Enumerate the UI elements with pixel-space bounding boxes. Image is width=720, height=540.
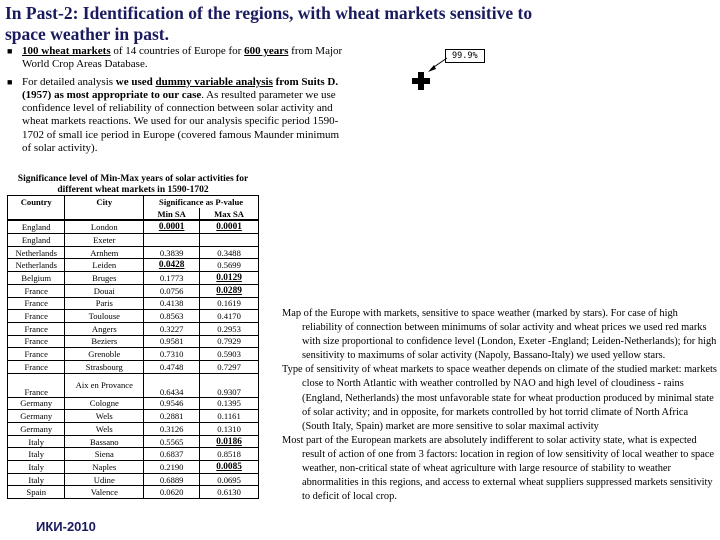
max-sa-cell: 0.1395 [200, 397, 259, 410]
legend-label: 99.9% [445, 49, 485, 63]
city-cell: Exeter [65, 234, 144, 247]
min-sa-cell: 0.2190 [144, 461, 200, 474]
min-sa-cell: 0.2881 [144, 410, 200, 423]
table-row [8, 461, 259, 474]
max-sa-cell: 0.0186 [200, 435, 259, 448]
min-sa-cell: 0.7310 [144, 348, 200, 361]
country-cell: France [8, 310, 65, 323]
bullet-text: 600 years [244, 45, 289, 57]
bullet-item [6, 76, 346, 156]
min-sa-cell: 0.3839 [144, 246, 200, 259]
city-cell: London [65, 220, 144, 233]
table-row [8, 220, 259, 233]
table-row [8, 297, 259, 310]
city-cell: Bruges [65, 272, 144, 285]
city-cell: Cologne [65, 397, 144, 410]
table-row [8, 272, 259, 285]
bullet-text: we used [115, 75, 156, 88]
city-cell: Arnhem [65, 246, 144, 259]
table-row [8, 348, 259, 361]
bullet-text: from Major World Crop Areas Database. [22, 45, 343, 71]
max-sa-cell: 0.0289 [200, 284, 259, 297]
city-cell: Leiden [65, 259, 144, 272]
min-sa-cell: 0.6837 [144, 448, 200, 461]
min-sa-cell: 0.4748 [144, 360, 200, 373]
max-sa-cell: 0.7929 [200, 335, 259, 348]
country-cell: France [8, 322, 65, 335]
max-sa-cell: 0.1619 [200, 297, 259, 310]
max-sa-cell: 0.1310 [200, 423, 259, 436]
min-sa-cell: 0.9546 [144, 397, 200, 410]
city-cell: Toulouse [65, 310, 144, 323]
plus-marker-icon [412, 72, 430, 90]
max-sa-cell: 0.1161 [200, 410, 259, 423]
country-cell: Germany [8, 423, 65, 436]
table-row [8, 360, 259, 373]
table-row [8, 373, 259, 397]
max-sa-cell: 0.5699 [200, 259, 259, 272]
table-row [8, 310, 259, 323]
header-min-sa: Min SA [144, 208, 200, 221]
table-row [8, 397, 259, 410]
city-cell: Wels [65, 410, 144, 423]
max-sa-cell: 0.9307 [200, 373, 259, 397]
country-cell: France [8, 348, 65, 361]
country-cell: France [8, 360, 65, 373]
city-cell: Naples [65, 461, 144, 474]
city-cell: Angers [65, 322, 144, 335]
city-cell: Paris [65, 297, 144, 310]
min-sa-cell: 0.0001 [144, 220, 200, 233]
country-cell: Italy [8, 435, 65, 448]
map-description [282, 307, 718, 504]
table-row [8, 246, 259, 259]
header-country: Country [8, 196, 65, 208]
table-row [8, 335, 259, 348]
header-max-sa: Max SA [200, 208, 259, 221]
min-sa-cell: 0.6434 [144, 373, 200, 397]
city-cell: Grenoble [65, 348, 144, 361]
bullet-icon: ■ [7, 76, 13, 87]
description-paragraph: Type of sensitivity of wheat markets to space weather depends on climate of the studied market: markets close to North Atlantic with weather controlled by NAO and high level of cloudiness - rains (England, Netherlands) the most unfavorable state for wheat production produced by minimal state of solar activity; and in opposite, for markets controlled by hot torrid climate of North Africa (South Italy, Spain) market are more sensitive to solar maximal activity [282, 364, 717, 432]
footer-label: ИКИ-2010 [36, 519, 96, 534]
min-sa-cell: 0.0428 [144, 259, 200, 272]
table-row [8, 448, 259, 461]
country-cell: France [8, 284, 65, 297]
bullet-text: 100 wheat markets [22, 45, 111, 57]
max-sa-cell: 0.5903 [200, 348, 259, 361]
table-row [8, 486, 259, 499]
min-sa-cell: 0.1773 [144, 272, 200, 285]
table-title: Significance level of Min-Max years of solar activities for different wheat markets in 1590-1702 [17, 174, 249, 195]
country-cell: France [8, 297, 65, 310]
bullet-text: For detailed analysis [22, 75, 116, 88]
max-sa-cell: 0.0695 [200, 473, 259, 486]
min-sa-cell: 0.6889 [144, 473, 200, 486]
max-sa-cell [200, 234, 259, 247]
significance-table [7, 195, 259, 499]
country-cell: Spain [8, 486, 65, 499]
city-cell: Udine [65, 473, 144, 486]
max-sa-cell: 0.0001 [200, 220, 259, 233]
min-sa-cell: 0.9581 [144, 335, 200, 348]
min-sa-cell: 0.5565 [144, 435, 200, 448]
max-sa-cell: 0.2953 [200, 322, 259, 335]
table-row [8, 473, 259, 486]
header-city: City [65, 196, 144, 208]
country-cell: France [8, 373, 65, 397]
max-sa-cell: 0.0129 [200, 272, 259, 285]
table-row [8, 284, 259, 297]
max-sa-cell: 0.3488 [200, 246, 259, 259]
header-significance: Significance as P-value [144, 196, 259, 208]
city-cell: Valence [65, 486, 144, 499]
table-row [8, 259, 259, 272]
city-cell: Bassano [65, 435, 144, 448]
description-paragraph: Most part of the European markets are absolutely indifferent to solar activity state, what is expected result of action of one from 3 factors: location in region of low sensitivity of local weather to space weather, non-critical state of wheat agriculture with large resource of stability to weather abnormalities in this regions, and access to external wheat suppliers suppressed markets sensitivity to deficit of local crop. [282, 434, 715, 503]
country-cell: Netherlands [8, 259, 65, 272]
min-sa-cell [144, 234, 200, 247]
bullet-list [6, 45, 346, 159]
city-cell: Strasbourg [65, 360, 144, 373]
bullet-item [6, 45, 346, 72]
city-cell: Wels [65, 423, 144, 436]
max-sa-cell: 0.0085 [200, 461, 259, 474]
min-sa-cell: 0.0620 [144, 486, 200, 499]
table-row [8, 423, 259, 436]
bullet-text: . As resulted parameter we use confidence level of reliability of connection between solar activity and wheat markets reactions. We used for our analysis specific period 1590-1702 of small ice period in Europe (covered famous Maunder minimum of solar activity). [22, 88, 340, 155]
country-cell: Netherlands [8, 246, 65, 259]
country-cell: Italy [8, 473, 65, 486]
country-cell: Italy [8, 448, 65, 461]
city-cell: Aix en Provance [65, 373, 144, 397]
min-sa-cell: 0.4138 [144, 297, 200, 310]
city-cell: Douai [65, 284, 144, 297]
bullet-text: from Suits D. (1957) as most appropriate to our case [22, 75, 339, 101]
max-sa-cell: 0.4170 [200, 310, 259, 323]
table-row [8, 234, 259, 247]
max-sa-cell: 0.8518 [200, 448, 259, 461]
country-cell: England [8, 234, 65, 247]
bullet-icon: ■ [7, 46, 13, 56]
country-cell: Belgium [8, 272, 65, 285]
city-cell: Siena [65, 448, 144, 461]
country-cell: France [8, 335, 65, 348]
description-paragraph: Map of the Europe with markets, sensitive to space weather (marked by stars). For case of high reliability of connection between minimums of solar activity and wheat prices we used red marks with size proportional to confidence level (London, Exeter -England; Leiden-Netherlands); for high sensitivity to maximums of solar activity (Napoly, Bassano-Italy) we used yellow stars. [282, 308, 717, 362]
country-cell: Germany [8, 397, 65, 410]
max-sa-cell: 0.6130 [200, 486, 259, 499]
bullet-text: of 14 countries of Europe for [110, 45, 245, 57]
max-sa-cell: 0.7297 [200, 360, 259, 373]
slide-title: In Past-2: Identification of the regions, with wheat markets sensitive to space weather in past. [5, 3, 533, 44]
country-cell: Italy [8, 461, 65, 474]
table-row [8, 322, 259, 335]
table-row [8, 410, 259, 423]
table-row [8, 435, 259, 448]
bullet-text: dummy variable analysis [155, 75, 273, 88]
min-sa-cell: 0.3126 [144, 423, 200, 436]
country-cell: Germany [8, 410, 65, 423]
min-sa-cell: 0.3227 [144, 322, 200, 335]
country-cell: England [8, 220, 65, 233]
min-sa-cell: 0.8563 [144, 310, 200, 323]
min-sa-cell: 0.0756 [144, 284, 200, 297]
city-cell: Beziers [65, 335, 144, 348]
